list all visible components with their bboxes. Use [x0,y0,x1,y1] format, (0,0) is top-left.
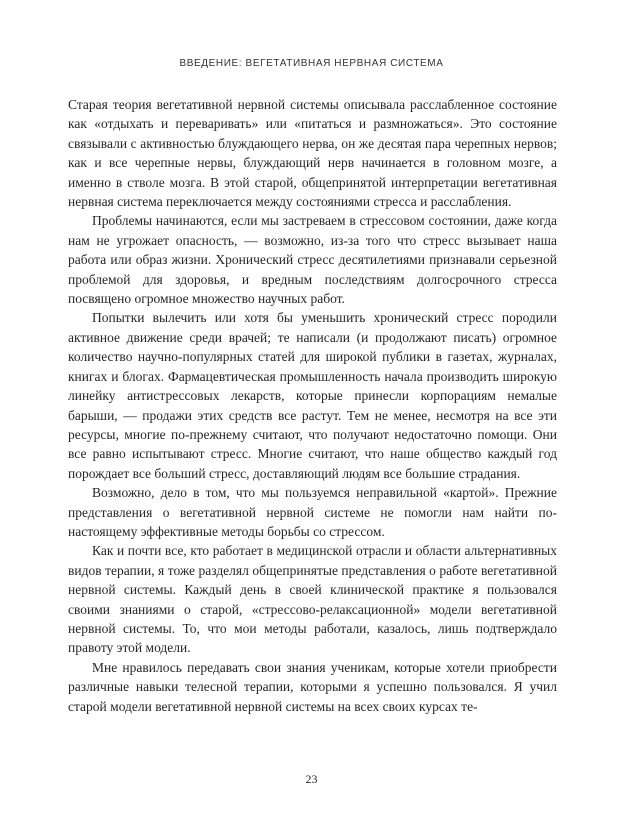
paragraph-5: Как и почти все, кто работает в медицинской отрасли и области альтернативных видов терапии, я тоже разделял общепринятые представления о работе вегетативной нервной системы. Каждый день в своей клинической практике я пользовался своими знаниями о старой, «стрессово-релаксационной» модели вегетативной нервной системы. То, что мои методы работали, казалось, лишь подтверждало правоту этой модели. [68,543,557,656]
paragraph-2: Проблемы начинаются, если мы застреваем в стрессовом состоянии, даже когда нам не угрожает опасность, — возможно, из-за того что стресс вызывает наша работа или образ жизни. Хронический стресс десятилетиями признавали серьезной проблемой для здоровья, и вредным последствиям долгосрочного стресса посвящено огромное множество научных работ. [68,213,557,307]
page-number: 23 [305,772,318,786]
paragraph-4: Возможно, дело в том, что мы пользуемся неправильной «картой». Прежние представления о вегетативной нервной системе не помогли нам найти по-настоящему эффективные методы борьбы со стрессом. [68,485,557,539]
paragraph-1: Старая теория вегетативной нервной системы описывала расслабленное состояние как «отдыхать и переваривать» или «питаться и размножаться». Это состояние связывали с активностью блуждающего нерва, он же десятая пара черепных нервов; как и все черепные нервы, блуждающий нерв начинается в головном мозге, а именно в стволе мозга. В этой старой, общепринятой интерпретации вегетативная нервная система переключается между состояниями стресса и расслабления. [68,97,557,210]
paragraph-6: Мне нравилось передавать свои знания ученикам, которые хотели приобрести различные навыки телесной терапии, которыми я успешно пользовался. Я учил старой модели вегетативной нервной системы на всех своих курсах те- [68,659,557,714]
paragraph-3: Попытки вылечить или хотя бы уменьшить хронический стресс породили активное движение среди врачей; те написали (и продолжают писать) огромное количество научно-популярных статей для широкой публики в газетах, журналах, книгах и блогах. Фармацевтическая промышленность начала производить широкую линейку антистрессовых лекарств, которые принесли корпорациям немалые барыши, — продажи этих средств все растут. Тем не менее, несмотря на все эти ресурсы, многие по-прежнему считают, что получают недостаточно помощи. Они все равно испытывают стресс. Многие считают, что наше общество каждый год порождает все больший стресс, доставляющий людям все большие страдания. [68,310,557,481]
page-body [68,95,557,716]
running-head: ВВЕДЕНИЕ: ВЕГЕТАТИВНАЯ НЕРВНАЯ СИСТЕМА [179,58,444,69]
